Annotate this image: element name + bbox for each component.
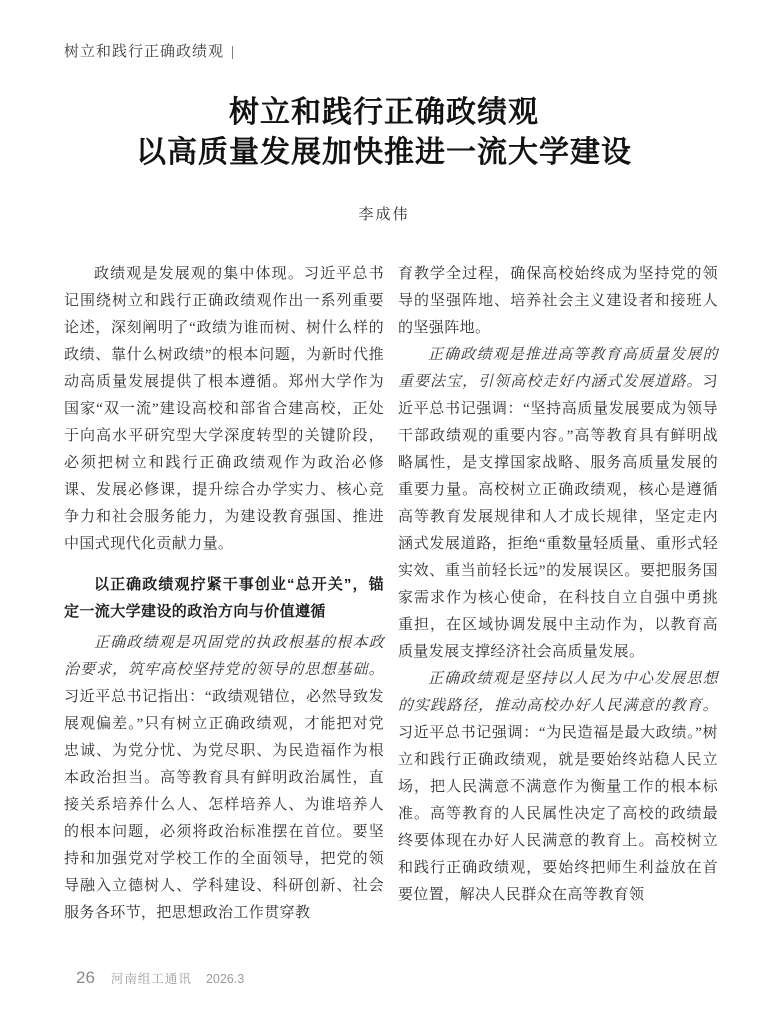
left-column xyxy=(64,261,384,927)
journal-name: 河南组工通讯 xyxy=(110,972,192,986)
page-footer xyxy=(76,968,244,988)
paragraph-political-foundation xyxy=(64,630,384,927)
running-head-section: 树立和践行正确政绩观 xyxy=(64,44,225,60)
paragraph-rest: 习近平总书记指出：“政绩观错位，必然导致发展观偏差。”只有树立正确政绩观，才能把对党忠诚、为党分忧、为党尽职、为民造福作为根本政治担当。高等教育具有鲜明政治属性，直接关系培养什么人、怎样培养人、为谁培养人的根本问题，必须将政治标准摆在首位。要坚持和加强党对学校工作的全面领导，把党的领导融入立德树人、学科建设、科研创新、社会服务各环节，把思想政治工作贯穿教 xyxy=(64,689,384,921)
page-number: 26 xyxy=(76,968,95,987)
paragraph-rest: 习近平总书记强调：“为民造福是最大政绩。”树立和践行正确政绩观，就是要始终站稳人民立场，把人民满意不满意作为衡量工作的根本标准。高等教育的人民属性决定了高校的政绩最终要体现在办好人民满意的教育上。高校树立和践行正确政绩观，要始终把师生利益放在首要位置，解决人民群众在高等教育领 xyxy=(398,725,718,903)
paragraph-lead-kai: 正确政绩观是推进高等教育高质量发展的重要法宝，引领高校走好内涵式发展道路。 xyxy=(398,347,718,390)
running-head-divider: | xyxy=(231,44,236,60)
article-author: 李成伟 xyxy=(358,207,410,223)
journal-issue: 2026.3 xyxy=(205,972,245,986)
article-body xyxy=(64,261,718,927)
article-title xyxy=(0,93,768,173)
article-title-line1: 树立和践行正确政绩观 xyxy=(229,96,539,129)
paragraph-lead-kai: 正确政绩观是巩固党的执政根基的根本政治要求，筑牢高校坚持党的领导的思想基础。 xyxy=(64,635,384,678)
right-column xyxy=(398,261,718,927)
paragraph-people-centered xyxy=(398,666,718,909)
running-head xyxy=(64,40,235,61)
article-title-line2: 以高质量发展加快推进一流大学建设 xyxy=(136,136,632,169)
paragraph-rest: 习近平总书记强调：“坚持高质量发展要成为领导干部政绩观的重要内容。”高等教育具有鲜明战略属性，是支撑国家战略、服务高质量发展的重要力量。高校树立正确政绩观，核心是遵循高等教育发展规律和人才成长规律，坚定走内涵式发展道路，拒绝“重数量轻质量、重形式轻实效、重当前轻长远”的发展误区。要把服务国家需求作为核心使命，在科技自立自强中勇挑重担，在区域协调发展中主动作为，以教育高质量发展支撑经济社会高质量发展。 xyxy=(398,374,718,660)
paragraph-quality-development xyxy=(398,342,718,666)
paragraph-continuation: 育教学全过程，确保高校始终成为坚持党的领导的坚强阵地、培养社会主义建设者和接班人的坚强阵地。 xyxy=(398,266,718,336)
paragraph-lead-kai: 正确政绩观是坚持以人民为中心发展思想的实践路径，推动高校办好人民满意的教育。 xyxy=(398,671,718,714)
section-heading-1: 以正确政绩观拧紧干事创业“总开关”，锚定一流大学建设的政治方向与价值遵循 xyxy=(64,576,384,620)
paragraph-intro: 政绩观是发展观的集中体现。习近平总书记围绕树立和践行正确政绩观作出一系列重要论述，深刻阐明了“政绩为谁而树、树什么样的政绩、靠什么树政绩”的根本问题，为新时代推动高质量发展提供了根本遵循。郑州大学作为国家“双一流”建设高校和部省合建高校，正处于向高水平研究型大学深度转型的关键阶段，必须把树立和践行正确政绩观作为政治必修课、发展必修课，提升综合办学实力、核心竞争力和社会服务能力，为建设教育强国、推进中国式现代化贡献力量。 xyxy=(64,266,384,552)
